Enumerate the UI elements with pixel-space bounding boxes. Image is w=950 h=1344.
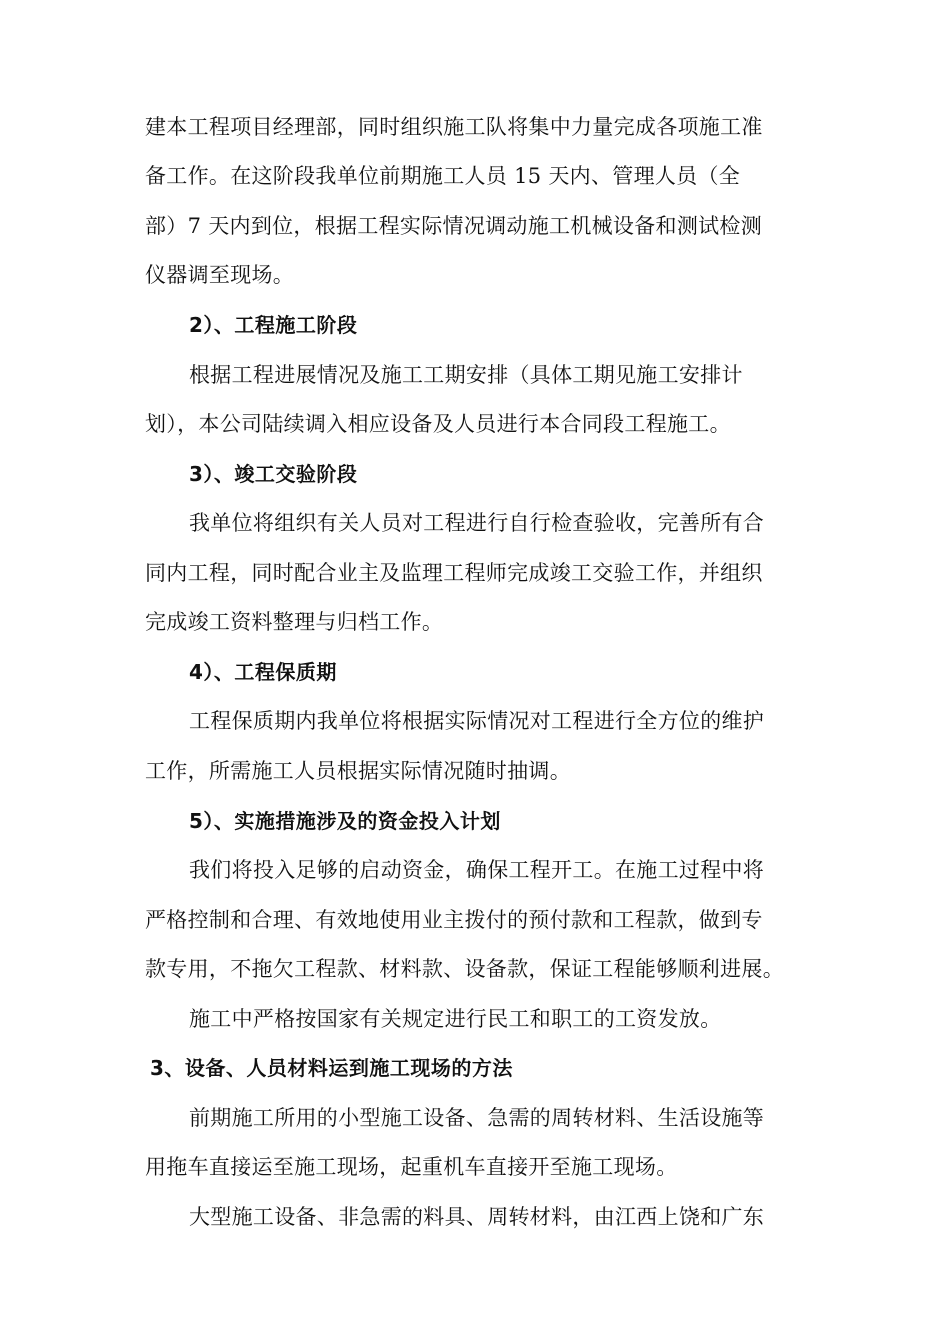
paragraph-line: 完成竣工资料整理与归档工作。	[145, 610, 444, 634]
paragraph-line: 我们将投入足够的启动资金，确保工程开工。在施工过程中将	[189, 858, 765, 882]
paragraph-line: 同内工程，同时配合业主及监理工程师完成竣工交验工作，并组织	[145, 561, 763, 585]
paragraph-line: 仪器调至现场。	[145, 263, 295, 287]
paragraph-line: 工作，所需施工人员根据实际情况随时抽调。	[145, 759, 571, 783]
paragraph-line: 部）7 天内到位，根据工程实际情况调动施工机械设备和测试检测	[145, 214, 763, 238]
paragraph-line: 备工作。在这阶段我单位前期施工人员 15 天内、管理人员（全	[145, 164, 741, 188]
section-heading: 3、设备、人员材料运到施工现场的方法	[150, 1056, 513, 1080]
paragraph-line: 前期施工所用的小型施工设备、急需的周转材料、生活设施等	[189, 1106, 765, 1130]
paragraph-line: 建本工程项目经理部，同时组织施工队将集中力量完成各项施工准	[145, 115, 763, 139]
paragraph-line: 施工中严格按国家有关规定进行民工和职工的工资发放。	[189, 1007, 722, 1031]
paragraph-line: 款专用，不拖欠工程款、材料款、设备款，保证工程能够顺利进展。	[145, 957, 784, 981]
section-heading: 3）、竣工交验阶段	[189, 462, 358, 486]
paragraph-line: 工程保质期内我单位将根据实际情况对工程进行全方位的维护	[189, 709, 765, 733]
paragraph-line: 根据工程进展情况及施工工期安排（具体工期见施工安排计	[189, 363, 743, 387]
section-heading: 4）、工程保质期	[189, 660, 337, 684]
section-heading: 2）、工程施工阶段	[189, 313, 358, 337]
paragraph-line: 我单位将组织有关人员对工程进行自行检查验收，完善所有合	[189, 511, 765, 535]
paragraph-line: 大型施工设备、非急需的料具、周转材料，由江西上饶和广东	[189, 1205, 765, 1229]
paragraph-line: 划），本公司陆续调入相应设备及人员进行本合同段工程施工。	[145, 412, 731, 436]
paragraph-line: 用拖车直接运至施工现场，起重机车直接开至施工现场。	[145, 1155, 678, 1179]
section-heading: 5）、实施措施涉及的资金投入计划	[189, 809, 501, 833]
paragraph-line: 严格控制和合理、有效地使用业主拨付的预付款和工程款，做到专	[145, 908, 763, 932]
